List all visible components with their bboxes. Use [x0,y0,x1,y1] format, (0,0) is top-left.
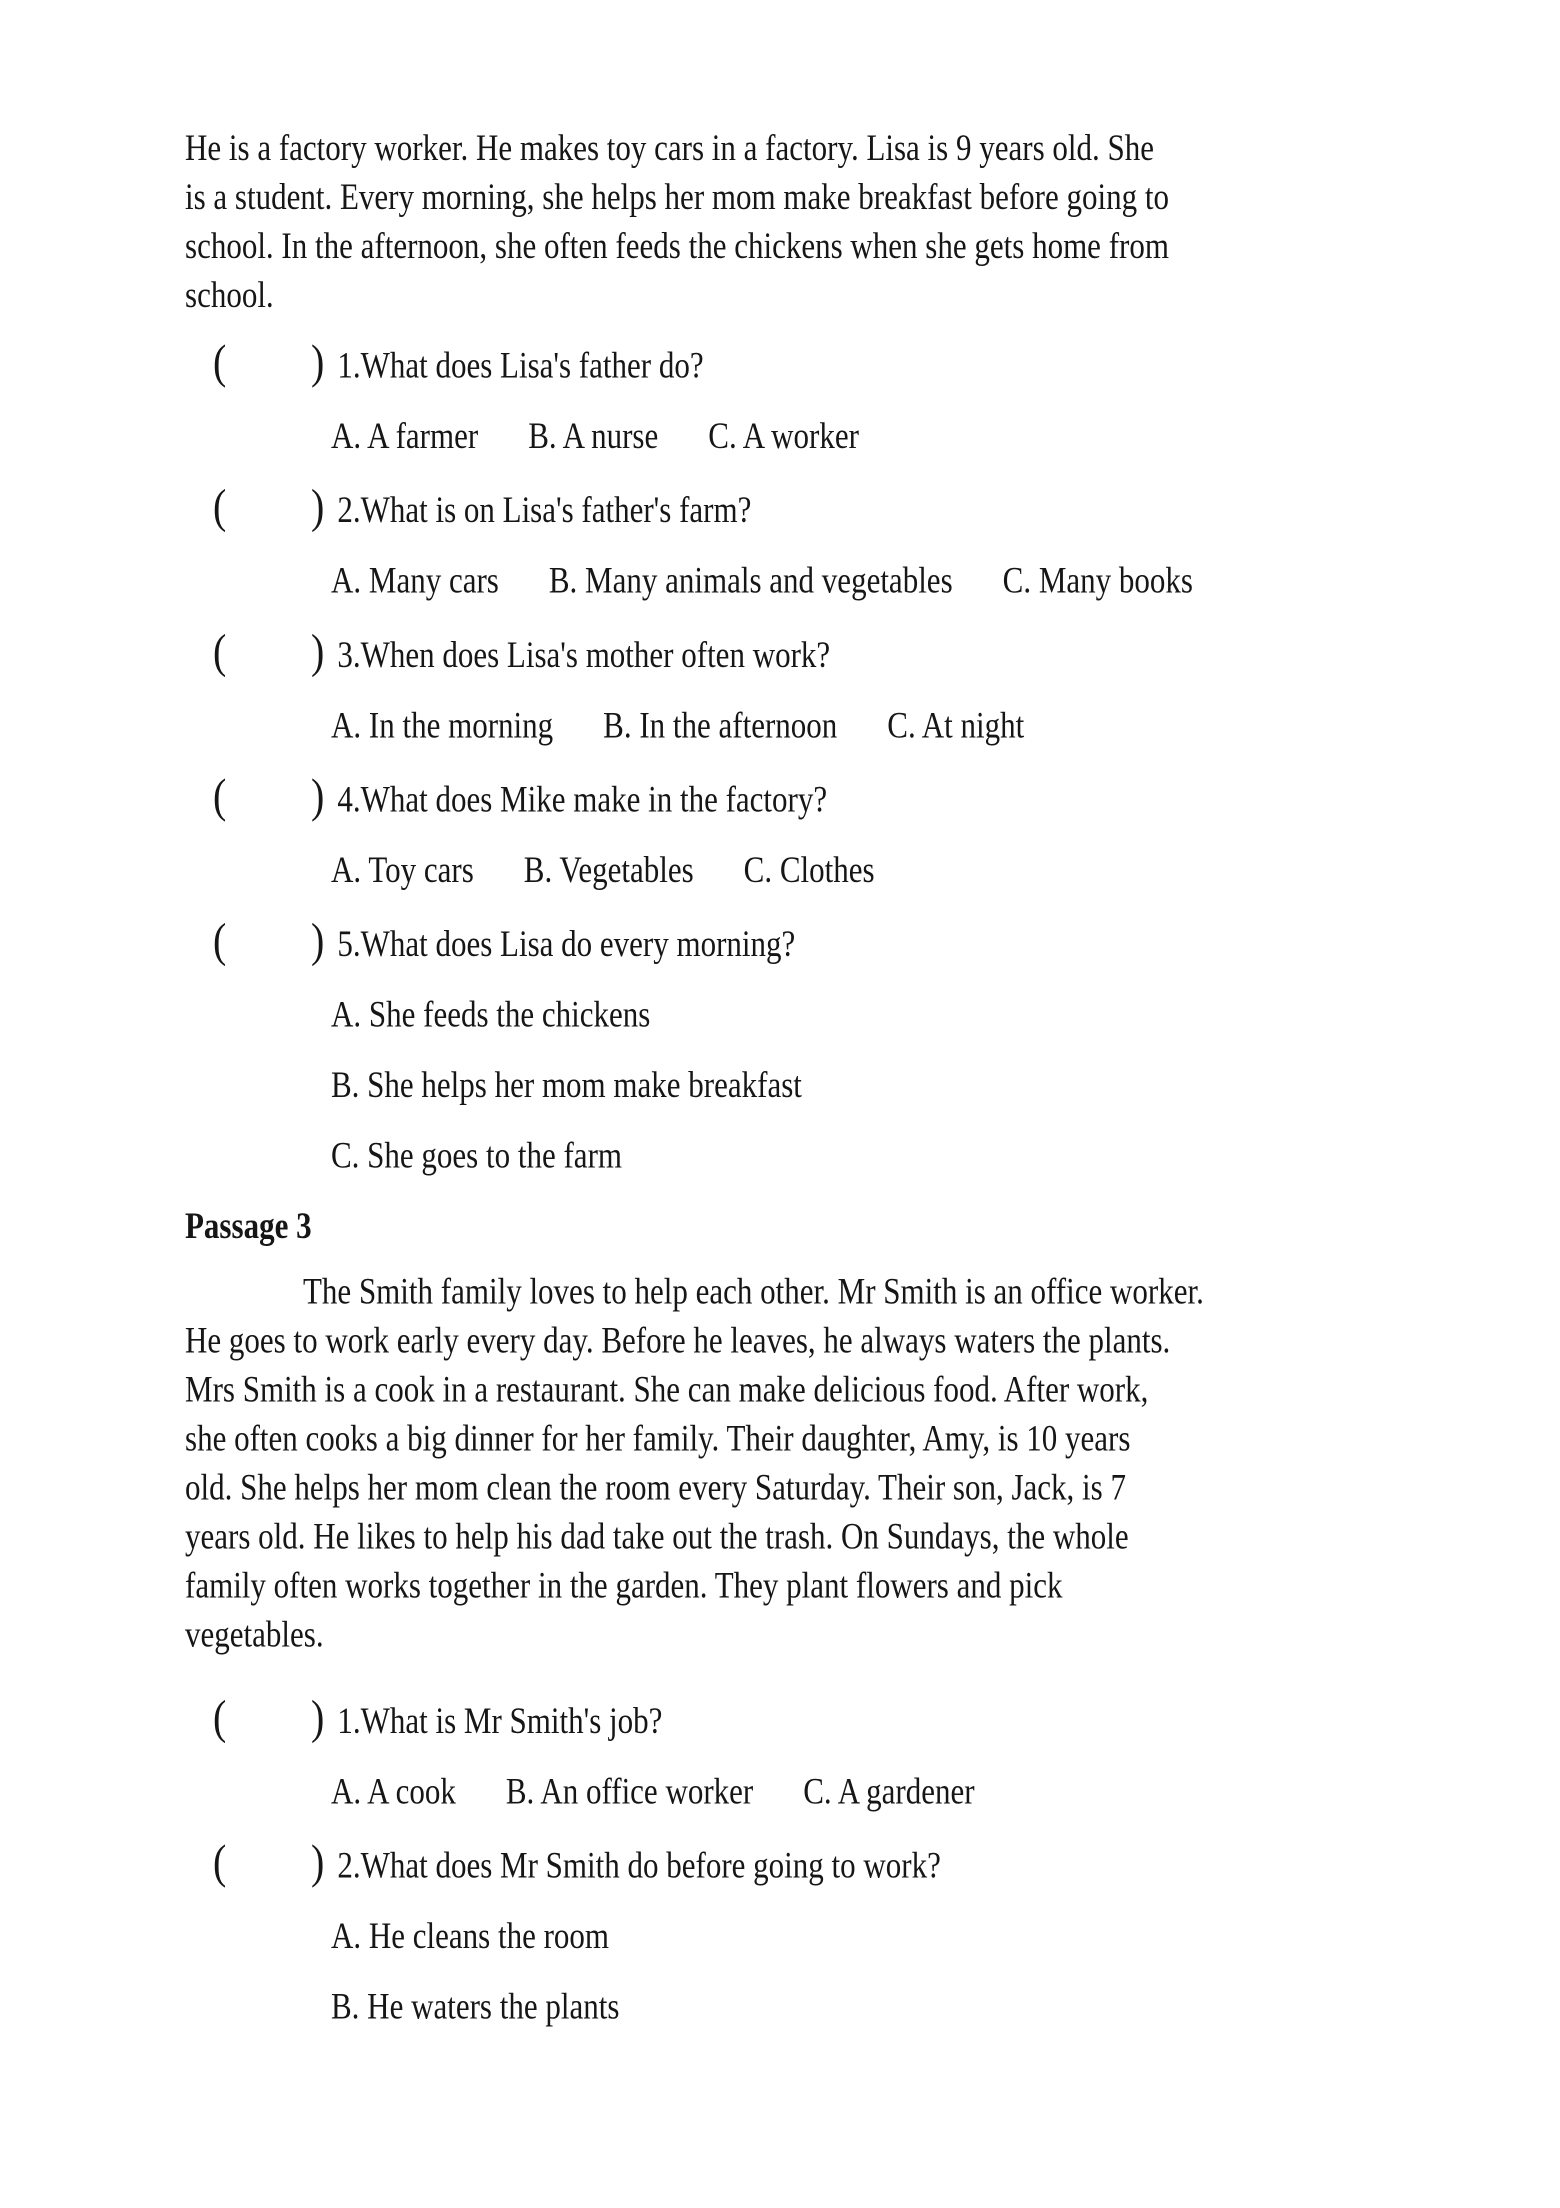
open-paren: ( [213,912,227,967]
close-paren: ) [311,768,325,823]
options-row [331,1766,1500,1815]
answer-blank [213,1834,311,1890]
close-paren: ) [311,623,325,678]
open-paren: ( [213,768,227,823]
options-row [331,1130,1500,1179]
close-paren: ) [311,1689,325,1744]
option: C. She goes to the farm [331,1134,623,1176]
question-text: 1.What is Mr Smith's job? [337,1699,663,1742]
open-paren: ( [213,623,227,678]
open-paren: ( [213,479,227,533]
open-paren: ( [213,334,227,389]
option: C. Many books [1002,559,1193,602]
option: B. An office worker [505,1769,754,1812]
passage-3-quiz [185,1689,1500,2030]
question-text: 4.What does Mike make in the factory? [337,777,828,820]
question-row [213,912,1500,968]
passage-3-heading: Passage 3 [185,1204,312,1247]
option: A. A cook [331,1769,456,1812]
option: B. Many animals and vegetables [548,559,953,602]
answer-blank [213,334,311,390]
option: B. She helps her mom make breakfast [331,1063,802,1106]
passage-3-paragraph [185,1267,1500,1659]
answer-blank [213,912,311,968]
paragraph-line: He is a factory worker. He makes toy cars in a factory. Lisa is 9 years old. She [185,126,1155,169]
paragraph-line: vegetables. [185,1613,324,1656]
answer-blank [213,479,311,535]
passage-2-paragraph [185,123,1500,319]
option: A. Toy cars [331,848,474,891]
paragraph-line: Mrs Smith is a cook in a restaurant. She can make delicious food. After work, [185,1368,1149,1411]
open-paren: ( [213,1834,227,1889]
paragraph-line: is a student. Every morning, she helps her mom make breakfast before going to [185,175,1169,218]
passage-2-quiz [185,334,1500,1179]
option: A. She feeds the chickens [331,993,651,1035]
question-row [213,623,1500,679]
paragraph-line: The Smith family loves to help each other. Mr Smith is an office worker. [303,1270,1204,1313]
question-text: 3.When does Lisa's mother often work? [337,633,831,676]
option: C. Clothes [743,848,875,891]
option: B. In the afternoon [603,703,838,746]
question-row [213,334,1500,390]
options-row [331,556,1500,605]
options-row [331,1911,1500,1960]
option: B. Vegetables [523,848,694,891]
paragraph-line: family often works together in the garden. They plant flowers and pick [185,1564,1063,1607]
options-row [331,1981,1500,2030]
options-row [331,989,1500,1038]
close-paren: ) [311,334,325,389]
option: A. A farmer [331,414,479,457]
options-row [331,700,1500,749]
question-row [213,1834,1500,1890]
open-paren: ( [213,1689,227,1744]
question-row [213,1689,1500,1745]
options-row [331,411,1500,460]
option: A. In the morning [331,703,554,746]
question-text: 2.What is on Lisa's father's farm? [337,488,752,531]
paragraph-line: years old. He likes to help his dad take out the trash. On Sundays, the whole [185,1515,1129,1558]
question-row [213,479,1500,535]
option: C. A gardener [803,1769,975,1812]
question-row [213,768,1500,824]
option: C. At night [887,703,1025,746]
option: B. He waters the plants [331,1984,620,2027]
close-paren: ) [311,1834,325,1889]
options-row [331,1060,1500,1109]
option: C. A worker [708,414,859,457]
paragraph-line: she often cooks a big dinner for her family. Their daughter, Amy, is 10 years [185,1417,1131,1460]
answer-blank [213,768,311,824]
close-paren: ) [311,912,325,967]
paragraph-line: school. [185,273,274,316]
answer-blank [213,1689,311,1745]
question-text: 1.What does Lisa's father do? [337,344,704,386]
question-text: 2.What does Mr Smith do before going to work? [337,1843,941,1886]
close-paren: ) [311,479,325,533]
option: B. A nurse [528,414,659,457]
paragraph-line: school. In the afternoon, she often feeds the chickens when she gets home from [185,224,1169,267]
option: A. He cleans the room [331,1914,610,1957]
options-row [331,845,1500,894]
paragraph-line: He goes to work early every day. Before he leaves, he always waters the plants. [185,1319,1171,1362]
question-text: 5.What does Lisa do every morning? [337,922,796,965]
option: A. Many cars [331,559,499,602]
paragraph-line: old. She helps her mom clean the room every Saturday. Their son, Jack, is 7 [185,1466,1126,1509]
answer-blank [213,623,311,679]
